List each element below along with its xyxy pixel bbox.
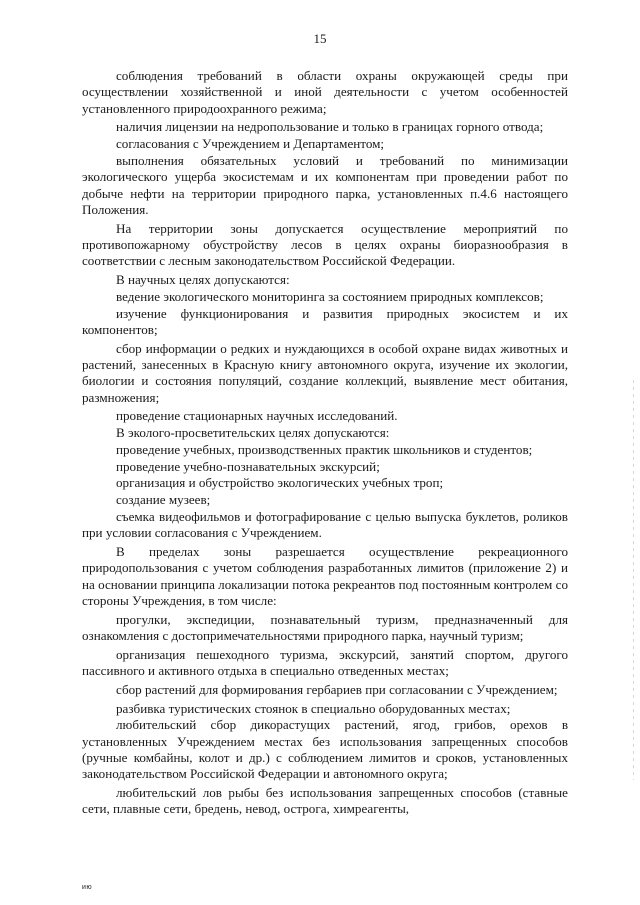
document-body	[82, 68, 568, 820]
paragraph: создание музеев;	[116, 492, 211, 508]
paragraph: любительский сбор дикорастущих растений, ягод, грибов, орехов в установленных Учреждением местах без использования запрещенных способов (ручные комбайны, колот и др.) с соблюдением лимитов и сроков, установленных законодательством Российской Федерации и автономного округа;	[82, 717, 568, 782]
paragraph: сбор растений для формирования гербариев при согласовании с Учреждением;	[116, 681, 558, 697]
paragraph: организация пешеходного туризма, экскурсий, занятий спортом, другого пассивного и активного отдыха в специально отведенных местах;	[82, 646, 568, 679]
scan-edge-artifact	[633, 380, 634, 780]
paragraph: проведение учебно-познавательных экскурсий;	[116, 458, 380, 474]
paragraph: прогулки, экспедиции, познавательный туризм, предназначенный для ознакомления с достопримечательностями природного парка, научный туризм;	[82, 611, 568, 643]
paragraph: согласования с Учреждением и Департаментом;	[116, 136, 385, 152]
paragraph: В эколого-просветительских целях допускаются:	[116, 425, 390, 441]
paragraph: сбор информации о редких и нуждающихся в особой охране видах животных и растений, занесенных в Красную книгу автономного округа, изучение их экологии, биологии и состояния популяций, создание коллекций, выявление мест обитания, размножения;	[82, 340, 568, 405]
paragraph: ведение экологического мониторинга за состоянием природных комплексов;	[116, 288, 544, 304]
paragraph: В пределах зоны разрешается осуществление рекреационного природопользования с учетом соблюдения разработанных лимитов (приложение 2) и на основании принципа локализации потока рекреантов под постоянным контролем со стороны Учреждения, в том числе:	[82, 543, 568, 608]
paragraph: В научных целях допускаются:	[116, 272, 290, 288]
paragraph: проведение учебных, производственных практик школьников и студентов;	[116, 441, 533, 457]
paragraph: любительский лов рыбы без использования запрещенных способов (ставные сети, плавные сети, бредень, невод, острога, химреагенты,	[82, 785, 568, 817]
paragraph: соблюдения требований в области охраны окружающей среды при осуществлении хозяйственной и иной деятельности с учетом особенностей установленного природоохранного режима;	[82, 68, 568, 116]
paragraph: организация и обустройство экологических учебных троп;	[116, 475, 444, 491]
paragraph: На территории зоны допускается осуществление мероприятий по противопожарному обустройству лесов в целях охраны биоразнообразия в соответствии с лесным законодательством Российской Федерации.	[82, 220, 568, 269]
paragraph: изучение функционирования и развития природных экосистем и их компонентов;	[82, 305, 568, 337]
paragraph: съемка видеофильмов и фотографирование с целью выпуска буклетов, роликов при условии согласования с Учреждением.	[82, 508, 568, 541]
paragraph: выполнения обязательных условий и требований по минимизации экологического ущерба экосистемам и их компонентам при проведении работ по добыче нефти на территории природного парка, установленных п.4.6 настоящего Положения.	[82, 152, 568, 217]
footer-mark: ию	[82, 884, 93, 891]
paragraph: проведение стационарных научных исследований.	[116, 408, 398, 424]
paragraph: разбивка туристических стоянок в специально оборудованных местах;	[116, 700, 511, 716]
page-number: 15	[313, 31, 327, 46]
paragraph: наличия лицензии на недропользование и только в границах горного отвода;	[116, 119, 544, 135]
